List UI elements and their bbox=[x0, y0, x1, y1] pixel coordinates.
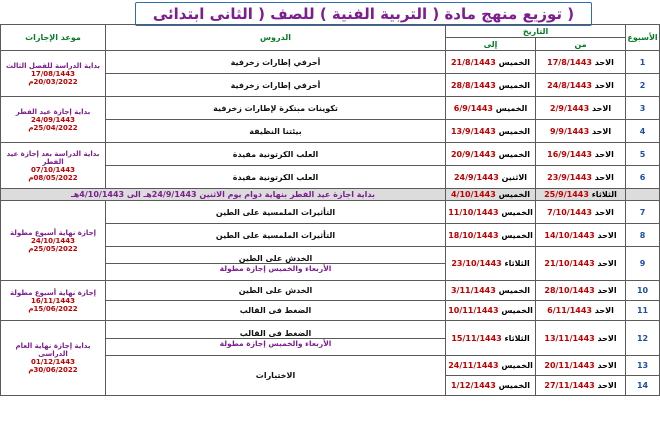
day-name: الخميس bbox=[501, 207, 533, 217]
from-date-text bbox=[544, 361, 616, 370]
hijri-date: 24/11/1443 bbox=[448, 361, 502, 370]
vacation-info bbox=[1, 108, 105, 132]
table-row bbox=[1, 201, 660, 224]
lesson-cell bbox=[106, 74, 446, 97]
hijri-date: 4/10/1443 bbox=[450, 190, 499, 199]
vacation-label: بداية إجازة عيد الفطر bbox=[15, 107, 91, 116]
header-row bbox=[1, 25, 660, 38]
to-date bbox=[446, 120, 536, 143]
week-number: 7 bbox=[626, 201, 660, 224]
day-name: الخميس bbox=[498, 286, 531, 295]
from-date bbox=[536, 281, 626, 301]
vacations-header: موعد الإجازات bbox=[1, 25, 106, 51]
to-date bbox=[446, 74, 536, 97]
from-date bbox=[536, 97, 626, 120]
to-date-text bbox=[451, 286, 530, 295]
to-date bbox=[446, 143, 536, 166]
lesson-title: العلب الكرتونية مفيدة bbox=[232, 149, 319, 159]
week-number: 6 bbox=[626, 166, 660, 189]
to-date-text bbox=[451, 81, 530, 90]
lesson-title: الضغط فى القالب bbox=[239, 328, 312, 338]
hijri-date: 25/9/1443 bbox=[544, 190, 592, 199]
break-to-date-text bbox=[451, 190, 530, 199]
day-name: الثلاثاء bbox=[504, 333, 530, 343]
vacation-cell bbox=[1, 201, 106, 281]
from-date bbox=[536, 321, 626, 356]
from-date bbox=[536, 143, 626, 166]
lesson-note: الأربعاء والخميس إجازة مطولة bbox=[106, 338, 445, 348]
day-name: الاحد bbox=[594, 306, 614, 315]
to-date-text bbox=[448, 231, 533, 240]
break-week bbox=[626, 189, 660, 201]
from-date bbox=[536, 74, 626, 97]
hijri-date: 27/11/1443 bbox=[544, 381, 598, 390]
week-number: 9 bbox=[626, 247, 660, 281]
week-number: 3 bbox=[626, 97, 660, 120]
from-date bbox=[536, 301, 626, 321]
break-from-date-text bbox=[544, 190, 617, 199]
from-date-text bbox=[550, 104, 611, 113]
week-number: 10 bbox=[626, 281, 660, 301]
vacation-info bbox=[1, 289, 105, 313]
day-name: الثلاثاء bbox=[591, 190, 617, 199]
hijri-date: 6/11/1443 bbox=[547, 306, 595, 315]
break-note: بداية اجازة عيد الفطر بنهاية دوام يوم الاثنين 24/9/1443هـ الى 4/10/1443هـ bbox=[1, 189, 446, 201]
from-date bbox=[536, 376, 626, 396]
day-name: الثلاثاء bbox=[504, 259, 530, 268]
day-name: الاحد bbox=[594, 57, 614, 67]
lesson-title: الخدش على الطين bbox=[238, 286, 313, 295]
to-date-text bbox=[448, 361, 533, 370]
vacation-greg: 30/06/2022م bbox=[28, 366, 78, 374]
from-date bbox=[536, 166, 626, 189]
lesson-cell bbox=[106, 166, 446, 189]
to-date bbox=[446, 51, 536, 74]
day-name: الاحد bbox=[594, 149, 614, 159]
vacation-cell bbox=[1, 321, 106, 396]
to-date-text bbox=[451, 127, 530, 136]
vacation-hijri: 17/08/1443 bbox=[30, 69, 76, 78]
to-date-text bbox=[451, 259, 529, 268]
lesson-cell bbox=[106, 120, 446, 143]
hijri-date: 20/9/1443 bbox=[450, 149, 499, 159]
hijri-date: 23/9/1443 bbox=[547, 172, 595, 182]
week-number: 4 bbox=[626, 120, 660, 143]
hijri-date: 13/11/1443 bbox=[544, 333, 598, 343]
from-date-text bbox=[547, 173, 614, 182]
to-date-text bbox=[451, 334, 529, 343]
lessons-header: الدروس bbox=[106, 25, 446, 51]
to-date-text bbox=[451, 150, 530, 159]
to-date bbox=[446, 224, 536, 247]
day-name: الخميس bbox=[501, 306, 533, 315]
day-name: الخميس bbox=[498, 190, 531, 199]
from-date-text bbox=[547, 81, 614, 90]
lesson-title: تكوينات مبتكرة لإطارات زخرفية bbox=[213, 103, 338, 113]
vacation-greg: 20/03/2022م bbox=[28, 77, 78, 86]
vacation-label: بداية الدراسة للفصل الثالث bbox=[5, 61, 101, 70]
to-date-text bbox=[454, 104, 528, 113]
from-date bbox=[536, 356, 626, 376]
from-date bbox=[536, 247, 626, 281]
to-date bbox=[446, 281, 536, 301]
vacation-greg: 25/05/2022م bbox=[28, 244, 78, 253]
lesson-cell bbox=[106, 247, 446, 281]
week-number: 5 bbox=[626, 143, 660, 166]
table-row bbox=[1, 51, 660, 74]
to-date-text bbox=[448, 208, 533, 217]
vacation-label: إجازة نهاية أسبوع مطولة bbox=[9, 228, 97, 237]
day-name: الخميس bbox=[495, 103, 528, 113]
hijri-date: 18/10/1443 bbox=[448, 230, 502, 240]
break-to-date bbox=[446, 189, 536, 201]
table-row bbox=[1, 281, 660, 301]
day-name: الاحد bbox=[597, 259, 617, 268]
lesson-cell bbox=[106, 201, 446, 224]
to-header: إلى bbox=[446, 38, 536, 51]
lesson-note: الأربعاء والخميس إجازة مطولة bbox=[106, 263, 445, 273]
from-date bbox=[536, 224, 626, 247]
eid-break-row bbox=[1, 189, 660, 201]
table-row bbox=[1, 97, 660, 120]
lesson-cell bbox=[106, 281, 446, 301]
week-number: 11 bbox=[626, 301, 660, 321]
lesson-title: بيئتنا النظيفة bbox=[249, 126, 302, 136]
vacation-greg: 08/05/2022م bbox=[28, 173, 78, 182]
week-number: 2 bbox=[626, 74, 660, 97]
date-header: التاريخ bbox=[446, 25, 626, 38]
week-number: 1 bbox=[626, 51, 660, 74]
to-date bbox=[446, 376, 536, 396]
hijri-date: 16/9/1443 bbox=[547, 149, 595, 159]
table-row bbox=[1, 321, 660, 356]
week-header: الأسبوع bbox=[626, 25, 660, 51]
from-date-text bbox=[547, 208, 614, 217]
vacation-label: إجازة نهاية أسبوع مطولة bbox=[9, 288, 97, 297]
vacation-hijri: 16/11/1443 bbox=[30, 296, 76, 305]
vacation-hijri: 24/10/1443 bbox=[30, 236, 76, 245]
lesson-cell bbox=[106, 321, 446, 356]
to-date-text bbox=[448, 306, 533, 315]
vacation-info bbox=[1, 150, 105, 182]
from-date bbox=[536, 120, 626, 143]
lesson-cell bbox=[106, 51, 446, 74]
break-from-date bbox=[536, 189, 626, 201]
lesson-title: التأثيرات الملمسية على الطين bbox=[215, 207, 336, 217]
hijri-date: 10/11/1443 bbox=[448, 306, 502, 315]
from-date-text bbox=[550, 127, 611, 136]
vacation-cell bbox=[1, 51, 106, 97]
curriculum-table bbox=[0, 24, 660, 396]
day-name: الاحد bbox=[594, 80, 614, 90]
from-header: من bbox=[536, 38, 626, 51]
vacation-hijri: 24/09/1443 bbox=[30, 115, 76, 124]
hijri-date: 21/8/1443 bbox=[450, 57, 499, 67]
day-name: الخميس bbox=[498, 149, 531, 159]
vacation-info bbox=[1, 62, 105, 86]
vacation-cell bbox=[1, 143, 106, 189]
week-number: 8 bbox=[626, 224, 660, 247]
hijri-date: 23/10/1443 bbox=[451, 259, 505, 268]
hijri-date: 14/10/1443 bbox=[544, 230, 598, 240]
to-date bbox=[446, 301, 536, 321]
lesson-cell bbox=[106, 301, 446, 321]
week-number: 12 bbox=[626, 321, 660, 356]
hijri-date: 21/10/1443 bbox=[544, 259, 598, 268]
vacation-hijri: 07/10/1443 bbox=[30, 165, 76, 174]
hijri-date: 15/11/1443 bbox=[451, 333, 505, 343]
to-date-text bbox=[451, 58, 530, 67]
hijri-date: 24/9/1443 bbox=[453, 172, 502, 182]
table-row bbox=[1, 143, 660, 166]
vacation-cell bbox=[1, 97, 106, 143]
from-date bbox=[536, 201, 626, 224]
lesson-cell bbox=[106, 224, 446, 247]
hijri-date: 11/10/1443 bbox=[448, 207, 502, 217]
from-date-text bbox=[547, 58, 614, 67]
from-date-text bbox=[544, 259, 616, 268]
hijri-date: 24/8/1443 bbox=[547, 80, 595, 90]
day-name: الاحد bbox=[591, 126, 612, 136]
page-title: ( توزيع منهج مادة ( التربية الفنية ) للصف ( الثانى ابتدائى bbox=[135, 2, 592, 26]
from-date-text bbox=[547, 150, 614, 159]
lesson-title: أحرفي إطارات زخرفية bbox=[230, 57, 321, 67]
from-date-text bbox=[544, 334, 616, 343]
day-name: الخميس bbox=[501, 230, 533, 240]
to-date-text bbox=[451, 381, 530, 390]
hijri-date: 1/12/1443 bbox=[450, 381, 499, 390]
day-name: الاحد bbox=[594, 207, 614, 217]
vacation-hijri: 01/12/1443 bbox=[30, 358, 76, 366]
to-date bbox=[446, 247, 536, 281]
hijri-date: 28/10/1443 bbox=[544, 286, 598, 295]
lesson-title: أحرفي إطارات زخرفية bbox=[230, 80, 321, 90]
from-date-text bbox=[544, 231, 616, 240]
lesson-title: العلب الكرتونية مفيدة bbox=[232, 172, 319, 182]
to-date bbox=[446, 201, 536, 224]
hijri-date: 9/9/1443 bbox=[549, 126, 592, 136]
vacation-label: بداية إجازة نهاية العام الدراسى bbox=[15, 342, 91, 358]
day-name: الخميس bbox=[498, 381, 531, 390]
vacation-greg: 15/06/2022م bbox=[28, 304, 78, 313]
hijri-date: 2/9/1443 bbox=[549, 103, 592, 113]
to-date bbox=[446, 97, 536, 120]
hijri-date: 3/11/1443 bbox=[450, 286, 499, 295]
from-date-text bbox=[544, 286, 616, 295]
from-date bbox=[536, 51, 626, 74]
day-name: الاحد bbox=[597, 381, 617, 390]
vacation-cell bbox=[1, 281, 106, 321]
from-date-text bbox=[547, 306, 614, 315]
hijri-date: 28/8/1443 bbox=[450, 80, 499, 90]
lesson-cell: الاختبارات bbox=[106, 356, 446, 396]
vacation-greg: 25/04/2022م bbox=[28, 123, 78, 132]
lesson-cell bbox=[106, 143, 446, 166]
day-name: الخميس bbox=[498, 80, 531, 90]
week-number: 13 bbox=[626, 356, 660, 376]
hijri-date: 6/9/1443 bbox=[453, 103, 496, 113]
lesson-title: التأثيرات الملمسية على الطين bbox=[215, 230, 336, 240]
from-date-text bbox=[544, 381, 616, 390]
day-name: الاحد bbox=[594, 172, 614, 182]
day-name: الاثنين bbox=[501, 172, 528, 182]
day-name: الاحد bbox=[591, 103, 612, 113]
hijri-date: 7/10/1443 bbox=[547, 207, 595, 217]
vacation-label: بداية الدراسة بعد إجازة عيد الفطر bbox=[6, 149, 100, 166]
lesson-title: الخدش على الطين bbox=[238, 254, 313, 263]
to-date bbox=[446, 166, 536, 189]
day-name: الاحد bbox=[597, 361, 617, 370]
hijri-date: 17/8/1443 bbox=[547, 57, 595, 67]
week-number: 14 bbox=[626, 376, 660, 396]
day-name: الاحد bbox=[597, 286, 617, 295]
to-date bbox=[446, 356, 536, 376]
vacation-info bbox=[1, 342, 105, 374]
vacation-info bbox=[1, 229, 105, 253]
day-name: الخميس bbox=[498, 57, 531, 67]
to-date-text bbox=[454, 173, 527, 182]
day-name: الخميس bbox=[498, 126, 531, 136]
day-name: الاحد bbox=[597, 333, 617, 343]
hijri-date: 13/9/1443 bbox=[450, 126, 499, 136]
day-name: الاحد bbox=[597, 230, 617, 240]
lesson-cell bbox=[106, 97, 446, 120]
day-name: الخميس bbox=[501, 361, 533, 370]
hijri-date: 20/11/1443 bbox=[544, 361, 598, 370]
to-date bbox=[446, 321, 536, 356]
lesson-title: الضغط فى القالب bbox=[239, 306, 312, 315]
